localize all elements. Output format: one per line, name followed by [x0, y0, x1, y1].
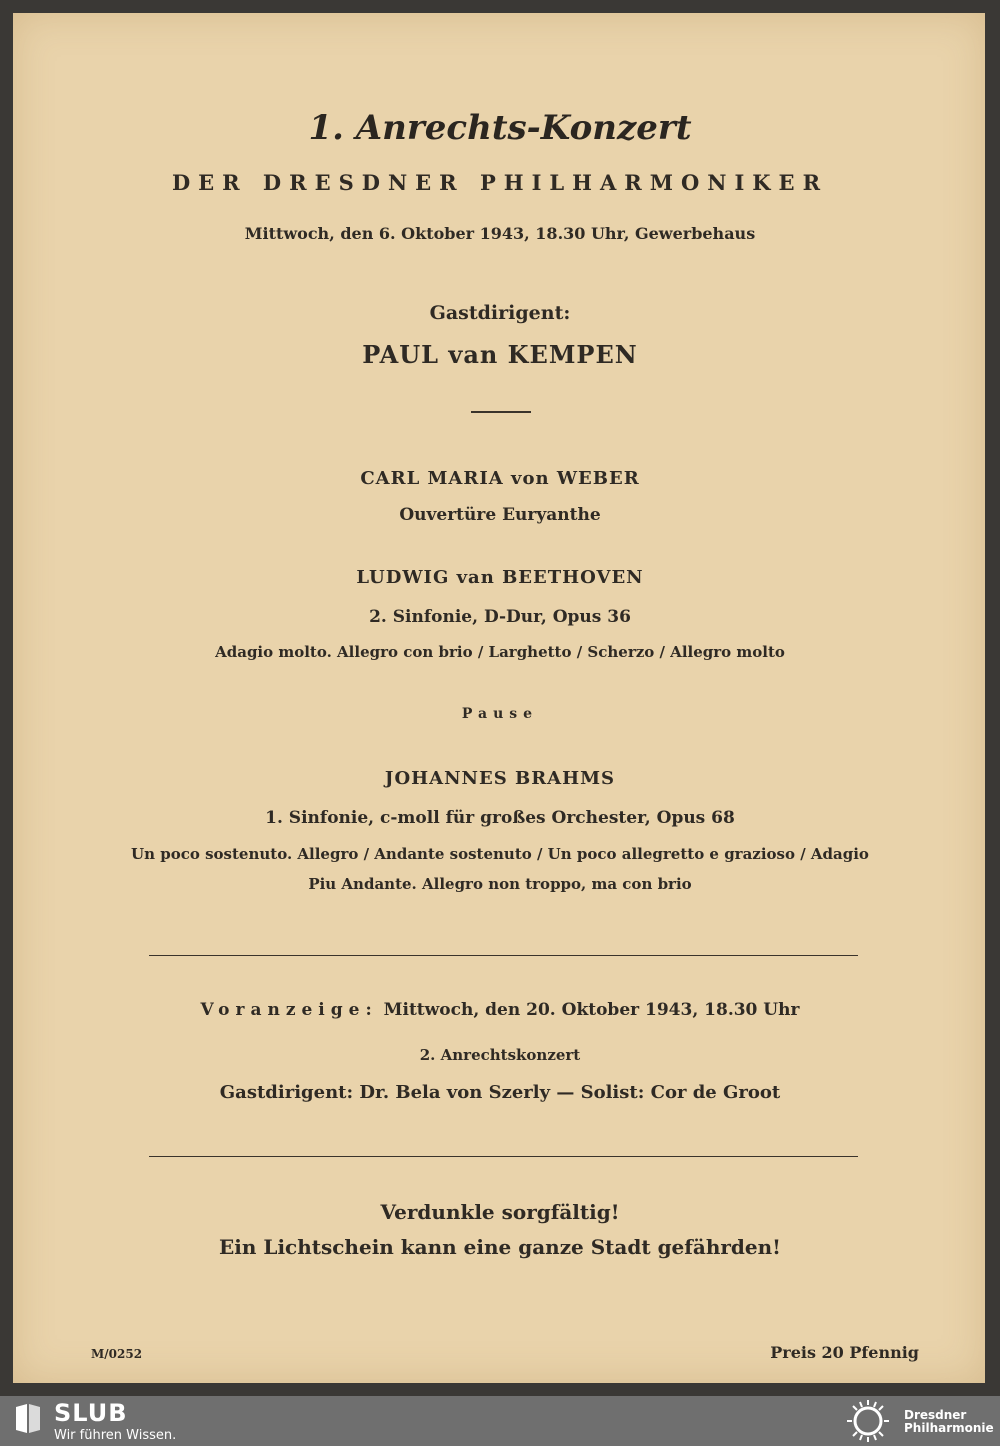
price-label: Preis 20 Pfennig [770, 1343, 919, 1362]
composer-weber: CARL MARIA von WEBER [360, 468, 640, 489]
preview-concert: 2. Anrechtskonzert [419, 1046, 581, 1064]
preview-details: Gastdirigent: Dr. Bela von Szerly — Solist: Cor de Groot [219, 1082, 781, 1103]
work-beethoven: 2. Sinfonie, D-Dur, Opus 36 [369, 607, 631, 627]
movements-brahms-2: Piu Andante. Allegro non troppo, ma con brio [308, 875, 692, 893]
blackout-warning-2: Ein Lichtschein kann eine ganze Stadt gefährden! [219, 1235, 781, 1259]
philharmonie-sun-icon [840, 1398, 896, 1444]
slub-logo-text: SLUB [54, 1399, 128, 1427]
preview-label: Voranzeige: [200, 1000, 378, 1020]
composer-beethoven: LUDWIG van BEETHOVEN [356, 567, 644, 588]
work-brahms: 1. Sinfonie, c-moll für großes Orchester, Opus 68 [265, 808, 735, 828]
preview-line [0, 1000, 1000, 1020]
preview-date: Mittwoch, den 20. Oktober 1943, 18.30 Uhr [383, 1000, 800, 1020]
movements-beethoven: Adagio molto. Allegro con brio / Larghetto / Scherzo / Allegro molto [215, 643, 785, 661]
slub-tagline: Wir führen Wissen. [54, 1428, 177, 1443]
guest-conductor-label: Gastdirigent: [429, 302, 571, 324]
composer-brahms: JOHANNES BRAHMS [384, 768, 616, 789]
concert-title: 1. Anrechts-Konzert [308, 108, 692, 148]
divider-short [471, 411, 531, 413]
work-weber: Ouvertüre Euryanthe [399, 505, 601, 525]
divider-top [149, 955, 858, 956]
catalog-code: M/0252 [91, 1347, 143, 1361]
guest-conductor-name: PAUL van KEMPEN [362, 340, 638, 369]
program-sheet [13, 13, 985, 1383]
concert-date: Mittwoch, den 6. Oktober 1943, 18.30 Uhr, Gewerbehaus [244, 224, 756, 243]
blackout-warning-1: Verdunkle sorgfältig! [380, 1200, 620, 1224]
pause-label: Pause [461, 706, 539, 722]
slub-book-icon [14, 1403, 42, 1435]
philharmonie-logo-text [904, 1409, 994, 1435]
philharmonie-line-2: Philharmonie [904, 1421, 994, 1435]
divider-bottom [149, 1156, 858, 1157]
orchestra-name: DER DRESDNER PHILHARMONIKER [171, 170, 829, 195]
footer-bar [0, 1396, 1000, 1446]
philharmonie-line-1: Dresdner [904, 1408, 967, 1422]
movements-brahms-1: Un poco sostenuto. Allegro / Andante sostenuto / Un poco allegretto e grazioso / Adagio [131, 845, 869, 863]
